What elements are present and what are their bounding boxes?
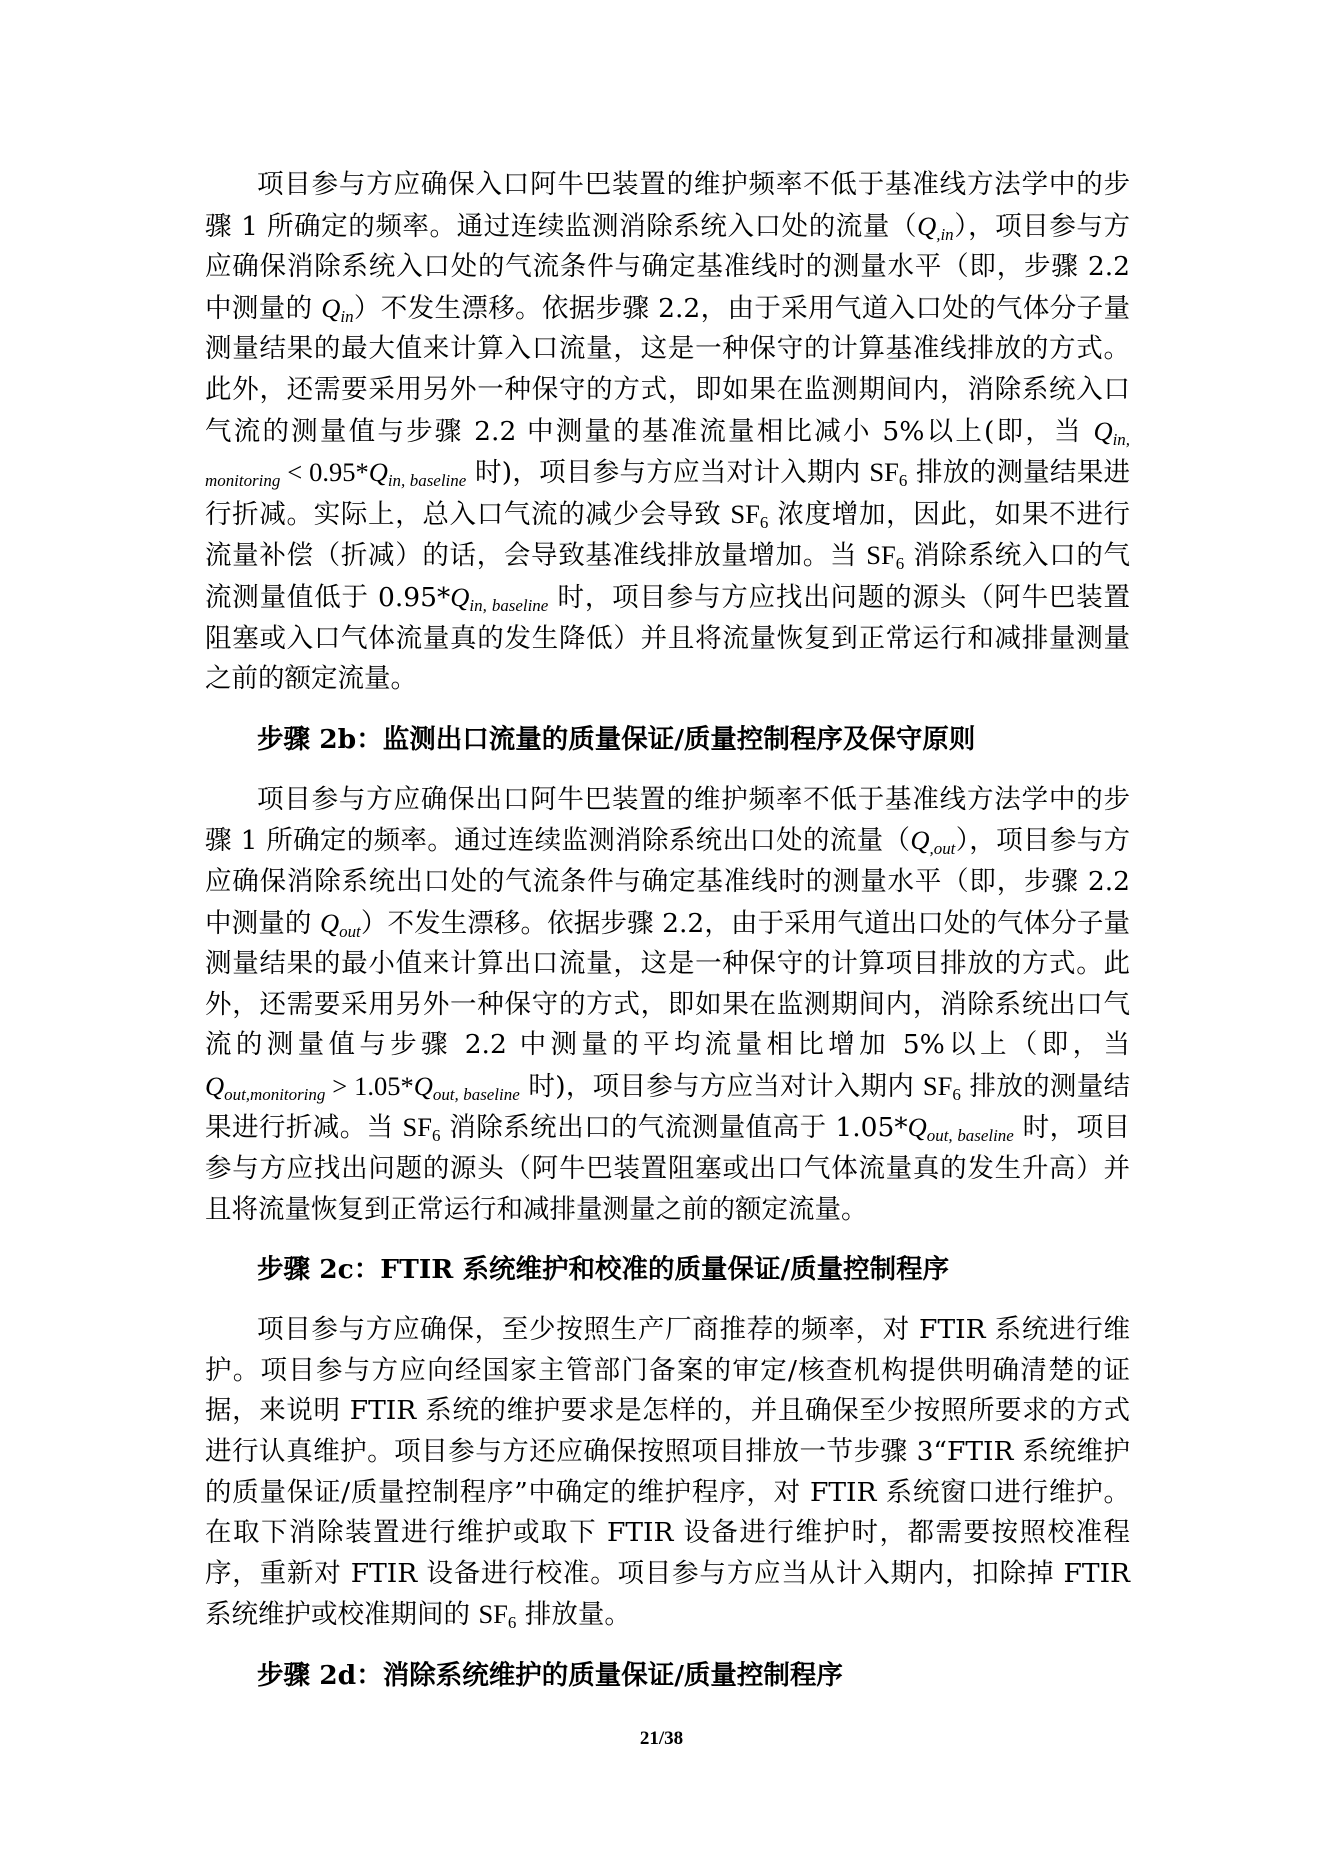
text-run: 时，项目参与方应找出问题的源头（阿牛巴装置阻塞或出口气体流量真的发生升高）并且将流量恢复到正常运行和减排量测量之前的额定流量。: [205, 1112, 1130, 1225]
paragraph-inlet-flow-qa: [205, 165, 1130, 700]
q-out-baseline-variable: $Q_{out, baseline}$: [907, 1112, 1014, 1146]
page-number: 21/38: [639, 1728, 684, 1749]
text-run: 时)，项目参与方应当对计入期内: [466, 457, 870, 489]
document-page: [205, 165, 1130, 1696]
q-in-variable: $Q_{in}$: [321, 292, 354, 326]
section-heading-step-2b: 步骤 2b：监测出口流量的质量保证/质量控制程序及保守原则: [257, 723, 976, 755]
text-run: 时，项目参与方应找出问题的源头（阿牛巴装置阻塞或入口气体流量真的发生降低）并且将流量恢复到正常运行和减排量测量之前的额定流量。: [205, 581, 1130, 695]
q-out-monitoring-variable: $Q_{out,monitoring}$: [205, 1070, 326, 1104]
paragraph-outlet-flow-qa: [205, 780, 1130, 1231]
text-run: 项目参与方应确保，至少按照生产厂商推荐的频率，对 FTIR 系统进行维护。项目参与方应向经国家主管部门备案的审定/核查机构提供明确清楚的证据，来说明 FTIR 系统的维护要求是怎样的，并且确保至少按照所要求的方式进行认真维护。项目参与方还应确保按照项目排放一节步骤 3“FTIR 系统维护的质量保证/质量控制程序”中确定的维护程序，对 FTIR 系统窗口进行维护。在取下消除装置进行维护或取下 FTIR 设备进行维护时，都需要按照校准程序，重新对 FTIR 设备进行校准。项目参与方应当从计入期内，扣除掉 FTIR 系统维护或校准期间的: [205, 1314, 1130, 1631]
text-run: 消除系统入口的气流测量值低于 0.95*: [205, 540, 1130, 613]
sf6-formula: $SF_6$: [402, 1112, 441, 1146]
q-out-variable: $Q_{,out}$: [910, 825, 956, 859]
q-in-monitoring-variable: $Q_{in, monitoring}$: [205, 415, 1130, 491]
text-run: 消除系统出口的气流测量值高于 1.05*: [440, 1112, 908, 1144]
text-run: ），项目参与方应确保消除系统入口处的气流条件与确定基准线时的测量水平（即，步骤 2.2 中测量的: [205, 210, 1131, 324]
text-run: 浓度增加，因此，如果不进行流量补偿（折减）的话，会导致基准线排放量增加。当: [205, 498, 1130, 572]
text-run: < 0.95*: [280, 457, 369, 488]
section-heading-step-2d: 步骤 2d：消除系统维护的质量保证/质量控制程序: [257, 1660, 843, 1691]
sf6-formula: $SF_6$: [869, 457, 908, 491]
text-run: > 1.05*: [325, 1070, 414, 1101]
text-run: 时)，项目参与方应当对计入期内: [519, 1070, 923, 1102]
section-heading-step-2c: 步骤 2c：FTIR 系统维护和校准的质量保证/质量控制程序: [257, 1254, 950, 1286]
text-run: 排放的测量结果进行折减。当: [205, 1070, 1130, 1144]
text-run: ）不发生漂移。依据步骤 2.2，由于采用气道出口处的气体分子量测量结果的最小值来计算出口流量，这是一种保守的计算项目排放的方式。此外，还需要采用另外一种保守的方式，即如果在监测期间内，消除系统出口气流的测量值与步骤 2.2 中测量的平均流量相比增加 5%以上（即，当: [205, 907, 1130, 1061]
q-out-baseline-variable: $Q_{out, baseline}$: [413, 1070, 520, 1104]
q-in-variable: $Q_{,in}$: [917, 210, 954, 244]
sf6-formula: $SF_6$: [866, 540, 905, 574]
q-out-variable: $Q_{out}$: [319, 907, 361, 941]
text-run: 排放量。: [516, 1599, 631, 1631]
sf6-formula: $SF_6$: [922, 1070, 961, 1104]
text-run: ），项目参与方应确保消除系统出口处的气流条件与确定基准线时的测量水平（即，步骤 2.2 中测量的: [205, 825, 1130, 939]
text-run: 项目参与方应确保出口阿牛巴装置的维护频率不低于基准线方法学中的步骤 1 所确定的频率。通过连续监测消除系统出口处的流量（: [205, 783, 1130, 857]
sf6-formula: $SF_6$: [730, 498, 769, 532]
text-run: 项目参与方应确保入口阿牛巴装置的维护频率不低于基准线方法学中的步骤 1 所确定的频率。通过连续监测消除系统入口处的流量（: [205, 169, 1130, 242]
q-in-baseline-variable: $Q_{in, baseline}$: [450, 581, 549, 616]
sf6-formula: $SF_6$: [478, 1599, 517, 1633]
text-run: 排放的测量结果进行折减。实际上，总入口气流的减少会导致: [205, 457, 1131, 530]
paragraph-ftir-maintenance: [205, 1310, 1130, 1636]
text-run: ）不发生漂移。依据步骤 2.2，由于采用气道入口处的气体分子量测量结果的最大值来计算入口流量，这是一种保守的计算基准线排放的方式。此外，还需要采用另外一种保守的方式，即如果在监测期间内，消除系统入口气流的测量值与步骤 2.2 中测量的基准流量相比减小 5%以上(即，当: [205, 292, 1130, 447]
q-in-baseline-variable: $Q_{in, baseline}$: [368, 457, 467, 491]
